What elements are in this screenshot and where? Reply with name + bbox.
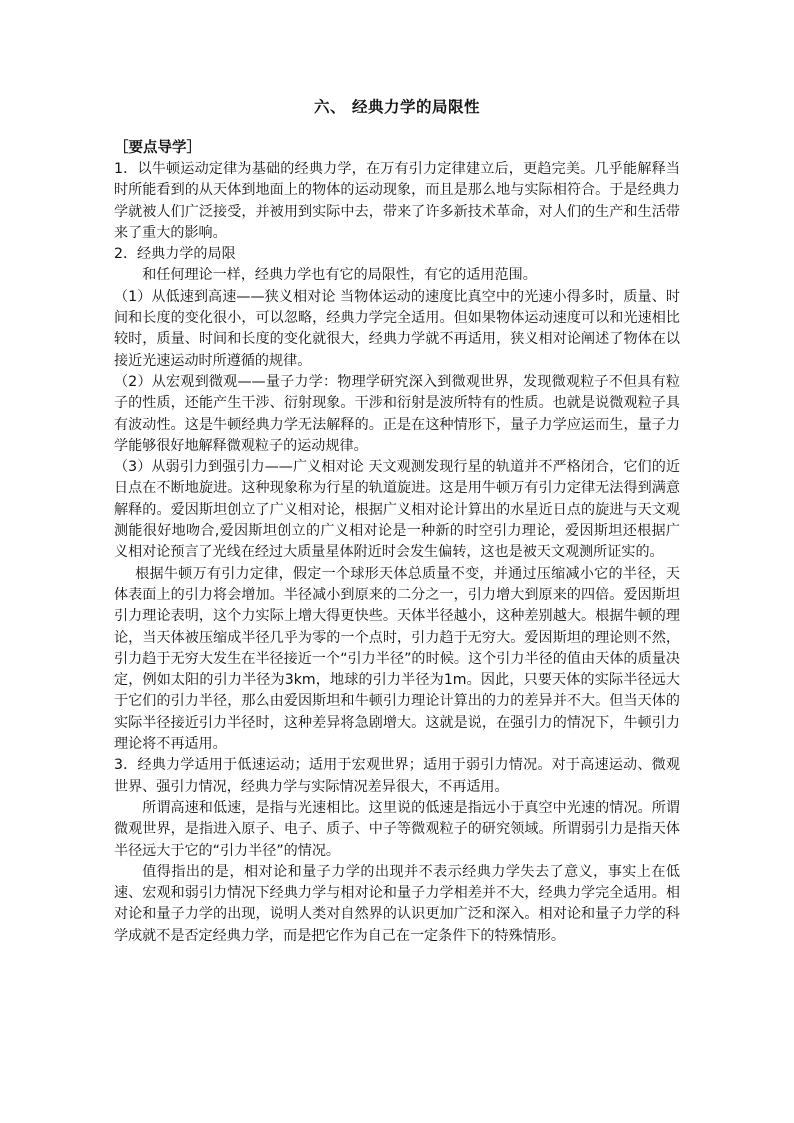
paragraph-2-limitations-heading: 2．经典力学的局限 xyxy=(114,246,236,263)
paragraph-quantum-mechanics: （2）从宏观到微观——量子力学：物理学研究深入到微观世界，发现微观粒子不但具有粒子的性质，还能产生干涉、衍射现象。干涉和衍射是波所特有的性质。也就是说微观粒子具有波动性。这是牛顿经典力学无法解释的。正是在这种情形下，量子力学应运而生，量子力学能够很好地解释微观粒子的运动规律。 xyxy=(114,373,680,454)
document-body xyxy=(114,96,680,947)
page-title: 六、 经典力学的局限性 xyxy=(314,98,480,116)
paragraph-special-relativity: （1）从低速到高速——狭义相对论 当物体运动的速度比真空中的光速小得多时，质量、时间和长度的变化很小，可以忽略，经典力学完全适用。但如果物体运动速度可以和光速相比较时，质量、时间和长度的变化就很大，经典力学就不再适用，狭义相对论阐述了物体在以接近光速运动时所遵循的规律。 xyxy=(114,288,680,369)
paragraph-limitations-intro: 和任何理论一样，经典力学也有它的局限性，有它的适用范围。 xyxy=(142,267,537,284)
section-heading: ［要点导学］ xyxy=(114,140,201,156)
paragraph-gravitational-radius: 根据牛顿万有引力定律，假定一个球形天体总质量不变，并通过压缩减小它的半径，天体表面上的引力将会增加。半径减小到原来的二分之一，引力增大到原来的四倍。爱因斯坦引力理论表明，这个力实际上增大得更快些。天体半径越小，这种差别越大。根据牛顿的理论，当天体被压缩成半径几乎为零的一个点时，引力趋于无穷大。爱因斯坦的理论则不然，引力趋于无穷大发生在半径接近一个“引力半径”的时候。这个引力半径的值由天体的质量决定，例如太阳的引力半径为3km，地球的引力半径为1m。因此，只要天体的实际半径远大于它们的引力半径，那么由爱因斯坦和牛顿引力理论计算出的力的差异并不大。但当天体的实际半径接近引力半径时，这种差异将急剧增大。这就是说，在强引力的情况下，牛顿引力理论将不再适用。 xyxy=(114,565,680,753)
paragraph-conclusion: 值得指出的是，相对论和量子力学的出现并不表示经典力学失去了意义，事实上在低速、宏观和弱引力情况下经典力学与相对论和量子力学相差并不大，经典力学完全适用。相对论和量子力学的出现，说明人类对自然界的认识更加广泛和深入。相对论和量子力学的科学成就不是否定经典力学，而是把它作为自己在一定条件下的特殊情形。 xyxy=(114,863,680,944)
paragraph-1-classical-mechanics-success: 1．以牛顿运动定律为基础的经典力学，在万有引力定律建立后，更趋完美。几乎能解释当时所能看到的从天体到地面上的物体的运动现象，而且是那么地与实际相符合。于是经典力学就被人们广泛接受，并被用到实际中去，带来了许多新技术革命，对人们的生产和生活带来了重大的影响。 xyxy=(114,161,680,241)
paragraph-3-applicability: 3．经典力学适用于低速运动；适用于宏观世界；适用于弱引力情况。对于高速运动、微观世界、强引力情况，经典力学与实际情况差异很大，不再适用。 xyxy=(114,757,680,795)
paragraph-general-relativity: （3）从弱引力到强引力——广义相对论 天文观测发现行星的轨道并不严格闭合，它们的近日点在不断地旋进。这种现象称为行星的轨道旋进。这是用牛顿万有引力定律无法得到满意解释的。爱因斯坦创立了广义相对论，根据广义相对论计算出的水星近日点的旋进与天文观测能很好地吻合,爱因斯坦创立的广义相对论是一种新的时空引力理论，爱因斯坦还根据广义相对论预言了光线在经过大质量星体附近时会发生偏转，这也是被天文观测所证实的。 xyxy=(114,459,680,561)
paragraph-definitions: 所谓高速和低速，是指与光速相比。这里说的低速是指远小于真空中光速的情况。所谓微观世界，是指进入原子、电子、质子、中子等微观粒子的研究领域。所谓弱引力是指天体半径远大于它的“引力半径”的情况。 xyxy=(114,799,680,859)
